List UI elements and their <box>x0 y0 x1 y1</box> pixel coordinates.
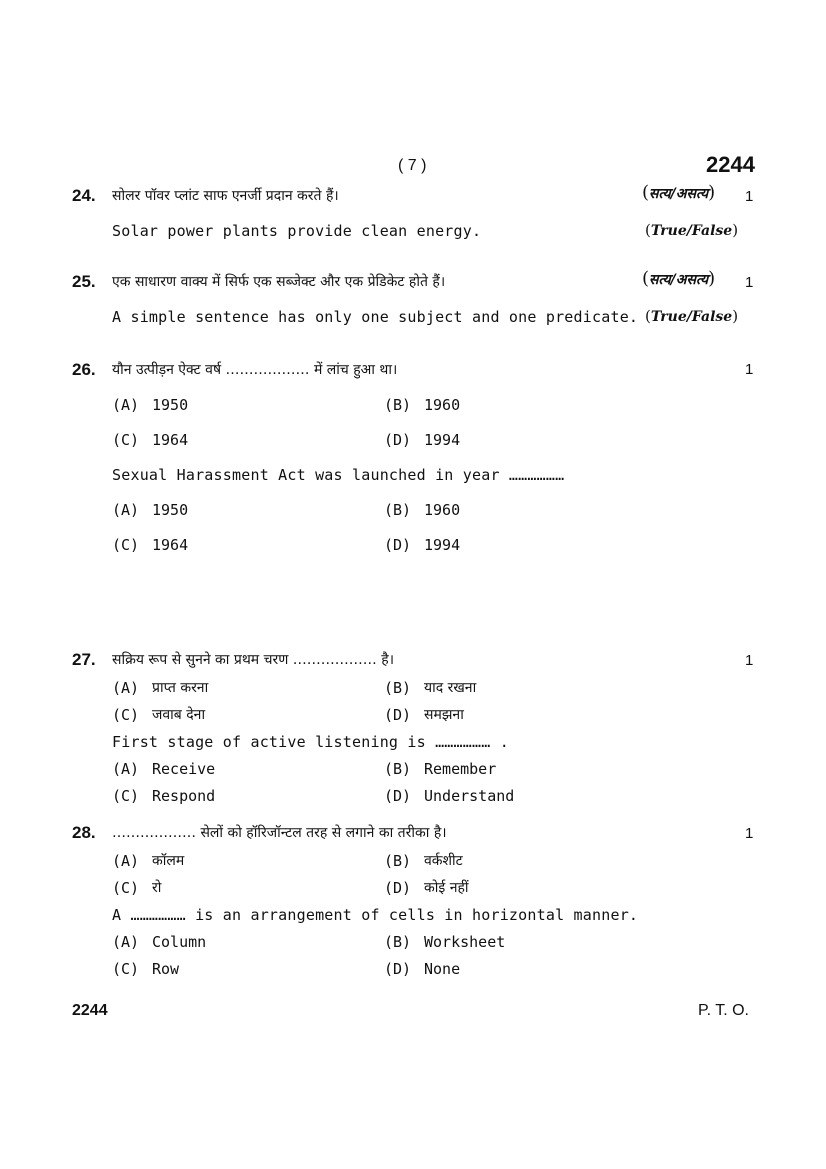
option-text: 1950 <box>152 501 189 519</box>
option-label: (D) <box>384 706 412 724</box>
marks: 1 <box>745 825 754 842</box>
question-number: 24. <box>72 186 96 205</box>
question-text-hindi: सोलर पॉवर प्लांट साफ एनर्जी प्रदान करते हैं। <box>112 188 339 204</box>
option-text: Remember <box>424 760 497 778</box>
true-false-hindi: (सत्य/असत्य) <box>642 182 716 203</box>
question-text-english: Sexual Harassment Act was launched in year ……………… <box>112 466 565 484</box>
option-text: 1960 <box>424 396 461 414</box>
option-text: 1994 <box>424 431 461 449</box>
option-label: (C) <box>112 431 140 449</box>
option-label: (A) <box>112 760 140 778</box>
option-label: (A) <box>112 852 140 870</box>
option-label: (D) <box>384 787 412 805</box>
option-label: (B) <box>384 933 412 951</box>
option-text: समझना <box>424 707 464 723</box>
option-text: Row <box>152 960 180 978</box>
marks: 1 <box>745 361 754 378</box>
question-number: 28. <box>72 823 96 842</box>
marks: 1 <box>745 652 754 669</box>
pto-label: P. T. O. <box>698 1002 749 1019</box>
option-text: 1964 <box>152 431 189 449</box>
marks: 1 <box>745 274 754 291</box>
true-false-hindi: (सत्य/असत्य) <box>642 268 716 289</box>
option-text: वर्कशीट <box>424 853 463 869</box>
option-label: (D) <box>384 960 412 978</box>
option-text: 1960 <box>424 501 461 519</box>
option-text: 1994 <box>424 536 461 554</box>
true-false-english-label: True/False <box>650 223 733 239</box>
true-false-hindi-label: सत्य/असत्य <box>649 272 709 288</box>
option-text: None <box>424 960 461 978</box>
true-false-hindi-label: सत्य/असत्य <box>649 186 709 202</box>
question-text-english: A ……………… is an arrangement of cells in horizontal manner. <box>112 906 639 924</box>
question-text-hindi: यौन उत्पीड़न ऐक्ट वर्ष ……………… में लांच हुआ था। <box>112 362 398 378</box>
option-label: (B) <box>384 501 412 519</box>
option-label: (A) <box>112 933 140 951</box>
true-false-english: (True/False) <box>645 221 739 239</box>
option-label: (C) <box>112 787 140 805</box>
option-label: (D) <box>384 879 412 897</box>
option-label: (A) <box>112 679 140 697</box>
question-number: 25. <box>72 272 96 291</box>
option-text: याद रखना <box>424 680 477 696</box>
question-text-english: Solar power plants provide clean energy. <box>112 222 482 240</box>
option-text: 1964 <box>152 536 189 554</box>
option-label: (C) <box>112 536 140 554</box>
option-label: (C) <box>112 960 140 978</box>
option-text: जवाब देना <box>152 707 206 723</box>
true-false-english-label: True/False <box>650 309 733 325</box>
option-text: रो <box>152 880 162 896</box>
option-text: कोई नहीं <box>424 880 469 896</box>
question-text-english: First stage of active listening is ……………… . <box>112 733 509 751</box>
option-label: (D) <box>384 431 412 449</box>
true-false-english: (True/False) <box>645 307 739 325</box>
option-label: (B) <box>384 852 412 870</box>
question-number: 26. <box>72 360 96 379</box>
paper-code-footer: 2244 <box>72 1002 108 1019</box>
page-number: ( 7 ) <box>398 157 427 174</box>
option-label: (A) <box>112 501 140 519</box>
option-label: (C) <box>112 706 140 724</box>
option-text: 1950 <box>152 396 189 414</box>
option-label: (A) <box>112 396 140 414</box>
option-label: (B) <box>384 760 412 778</box>
paper-code-header: 2244 <box>706 152 755 177</box>
option-text: कॉलम <box>152 853 185 869</box>
option-label: (D) <box>384 536 412 554</box>
option-label: (C) <box>112 879 140 897</box>
question-number: 27. <box>72 650 96 669</box>
option-text: Understand <box>424 787 515 805</box>
question-text-english: A simple sentence has only one subject and one predicate. <box>112 308 639 326</box>
option-text: Receive <box>152 760 216 778</box>
question-text-hindi: ……………… सेलों को हॉरिजॉन्टल तरह से लगाने का तरीका है। <box>112 825 447 841</box>
option-text: Respond <box>152 787 216 805</box>
option-text: Column <box>152 933 207 951</box>
marks: 1 <box>745 188 754 205</box>
question-text-hindi: सक्रिय रूप से सुनने का प्रथम चरण ……………… है। <box>112 652 395 668</box>
option-label: (B) <box>384 679 412 697</box>
option-text: Worksheet <box>424 933 506 951</box>
question-text-hindi: एक साधारण वाक्य में सिर्फ एक सब्जेक्ट और एक प्रेडिकेट होते हैं। <box>112 274 446 290</box>
option-text: प्राप्त करना <box>152 680 209 696</box>
option-label: (B) <box>384 396 412 414</box>
